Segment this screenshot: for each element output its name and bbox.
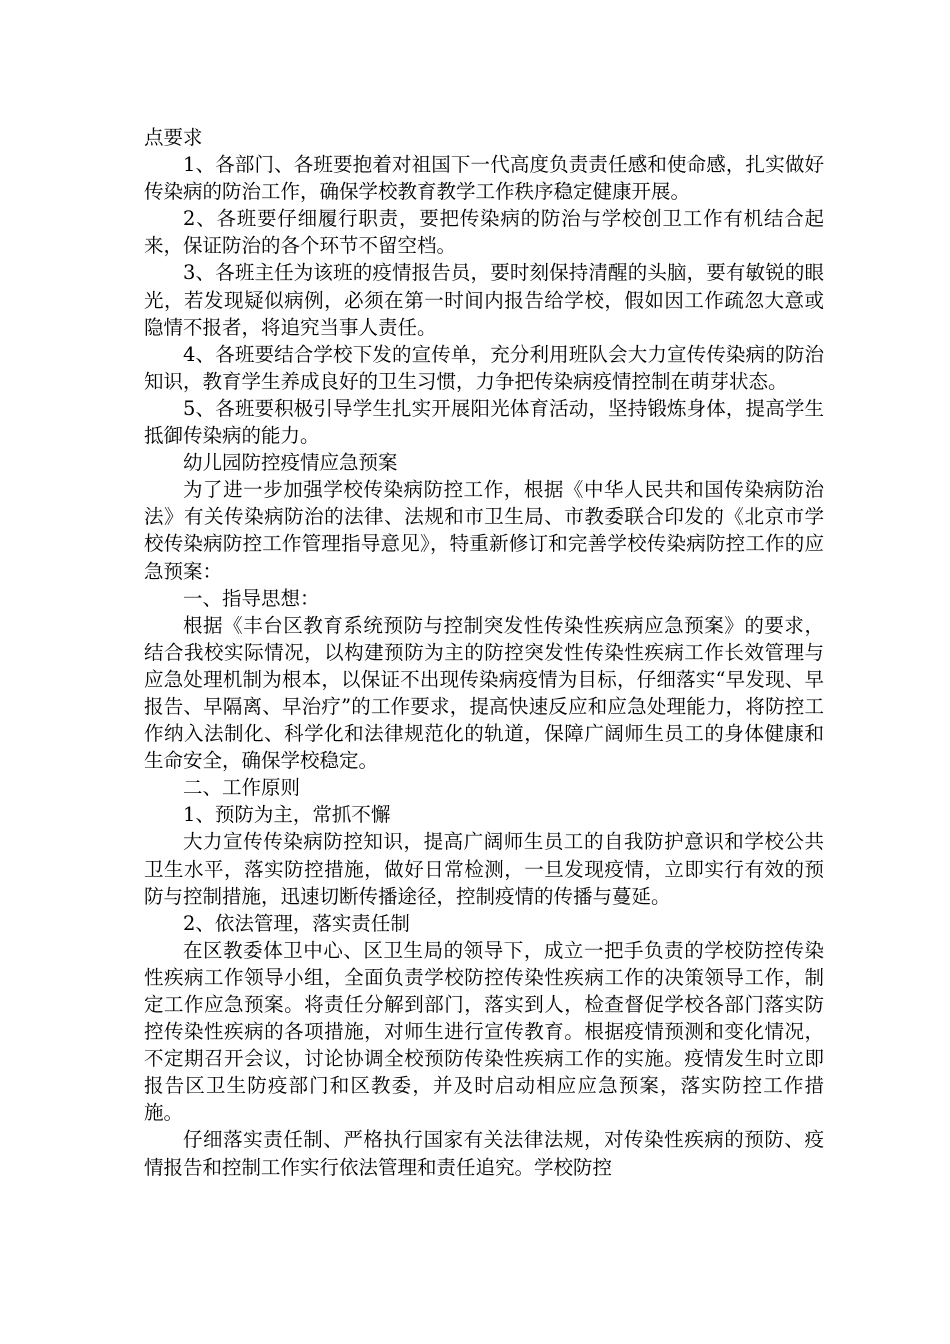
subheading-prevention-first: 1、预防为主，常抓不懈 [183, 803, 391, 827]
heading-guiding-ideology: 一、指导思想： [183, 586, 320, 610]
paragraph-responsibility: 仔细落实责任制、严格执行国家有关法律法规，对传染性疾病的预防、疫情报告和控制工作实行依法管理和责任追究。学校防控 [144, 1128, 824, 1179]
paragraph-guiding-ideology: 根据《丰台区教育系统预防与控制突发性传染性疾病应急预案》的要求，结合我校实际情况，以构建预防为主的防控突发性传染性疾病工作长效管理与应急处理机制为根本，以保证不出现传染病疫情为目标，仔细落实“早发现、早报告、早隔离、早治疗”的工作要求，提高快速反应和应急处理能力，将防控工作纳入法制化、科学化和法律规范化的轨道，保障广阔师生员工的身体健康和生命安全，确保学校稳定。 [144, 613, 824, 773]
paragraph-intro: 为了进一步加强学校传染病防控工作，根据《中华人民共和国传染病防治法》有关传染病防治的法律、法规和市卫生局、市教委联合印发的《北京市学校传染病防控工作管理指导意见》，特重新修订和完善学校传染病防控工作的应急预案： [144, 478, 824, 583]
paragraph-item-1: 1、各部门、各班要抱着对祖国下一代高度负责责任感和使命感，扎实做好传染病的防治工作，确保学校教育教学工作秩序稳定健康开展。 [144, 153, 824, 204]
section-title: 幼儿园防控疫情应急预案 [183, 451, 398, 475]
heading-work-principles: 二、工作原则 [183, 776, 301, 800]
paragraph-prevention: 大力宣传传染病防控知识，提高广阔师生员工的自我防护意识和学校公共卫生水平，落实防控措施，做好日常检测，一旦发现疫情，立即实行有效的预防与控制措施，迅速切断传播途径，控制疫情的传播与蔓延。 [144, 830, 824, 908]
paragraph-heading-fragment: 点要求 [144, 126, 203, 149]
document-body [144, 124, 824, 1181]
paragraph-leadership: 在区教委体卫中心、区卫生局的领导下，成立一把手负责的学校防控传染性疾病工作领导小组，全面负责学校防控传染性疾病工作的决策领导工作，制定工作应急预案。将责任分解到部门，落实到人，检查督促学校各部门落实防控传染性疾病的各项措施，对师生进行宣传教育。根据疫情预测和变化情况，不定期召开会议，讨论协调全校预防传染性疾病工作的实施。疫情发生时立即报告区卫生防疫部门和区教委，并及时启动相应应急预案，落实防控工作措施。 [144, 938, 824, 1125]
paragraph-item-3: 3、各班主任为该班的疫情报告员，要时刻保持清醒的头脑，要有敏锐的眼光，若发现疑似病例，必须在第一时间内报告给学校，假如因工作疏忽大意或隐情不报者，将追究当事人责任。 [144, 261, 824, 339]
paragraph-item-5: 5、各班要积极引导学生扎实开展阳光体育活动，坚持锻炼身体，提高学生抵御传染病的能力。 [144, 396, 824, 448]
paragraph-item-2: 2、各班要仔细履行职责，要把传染病的防治与学校创卫工作有机结合起来，保证防治的各个环节不留空档。 [144, 207, 824, 258]
subheading-legal-management: 2、依法管理，落实责任制 [183, 911, 410, 935]
paragraph-item-4: 4、各班要结合学校下发的宣传单，充分利用班队会大力宣传传染病的防治知识，教育学生养成良好的卫生习惯，力争把传染病疫情控制在萌芽状态。 [144, 342, 824, 393]
